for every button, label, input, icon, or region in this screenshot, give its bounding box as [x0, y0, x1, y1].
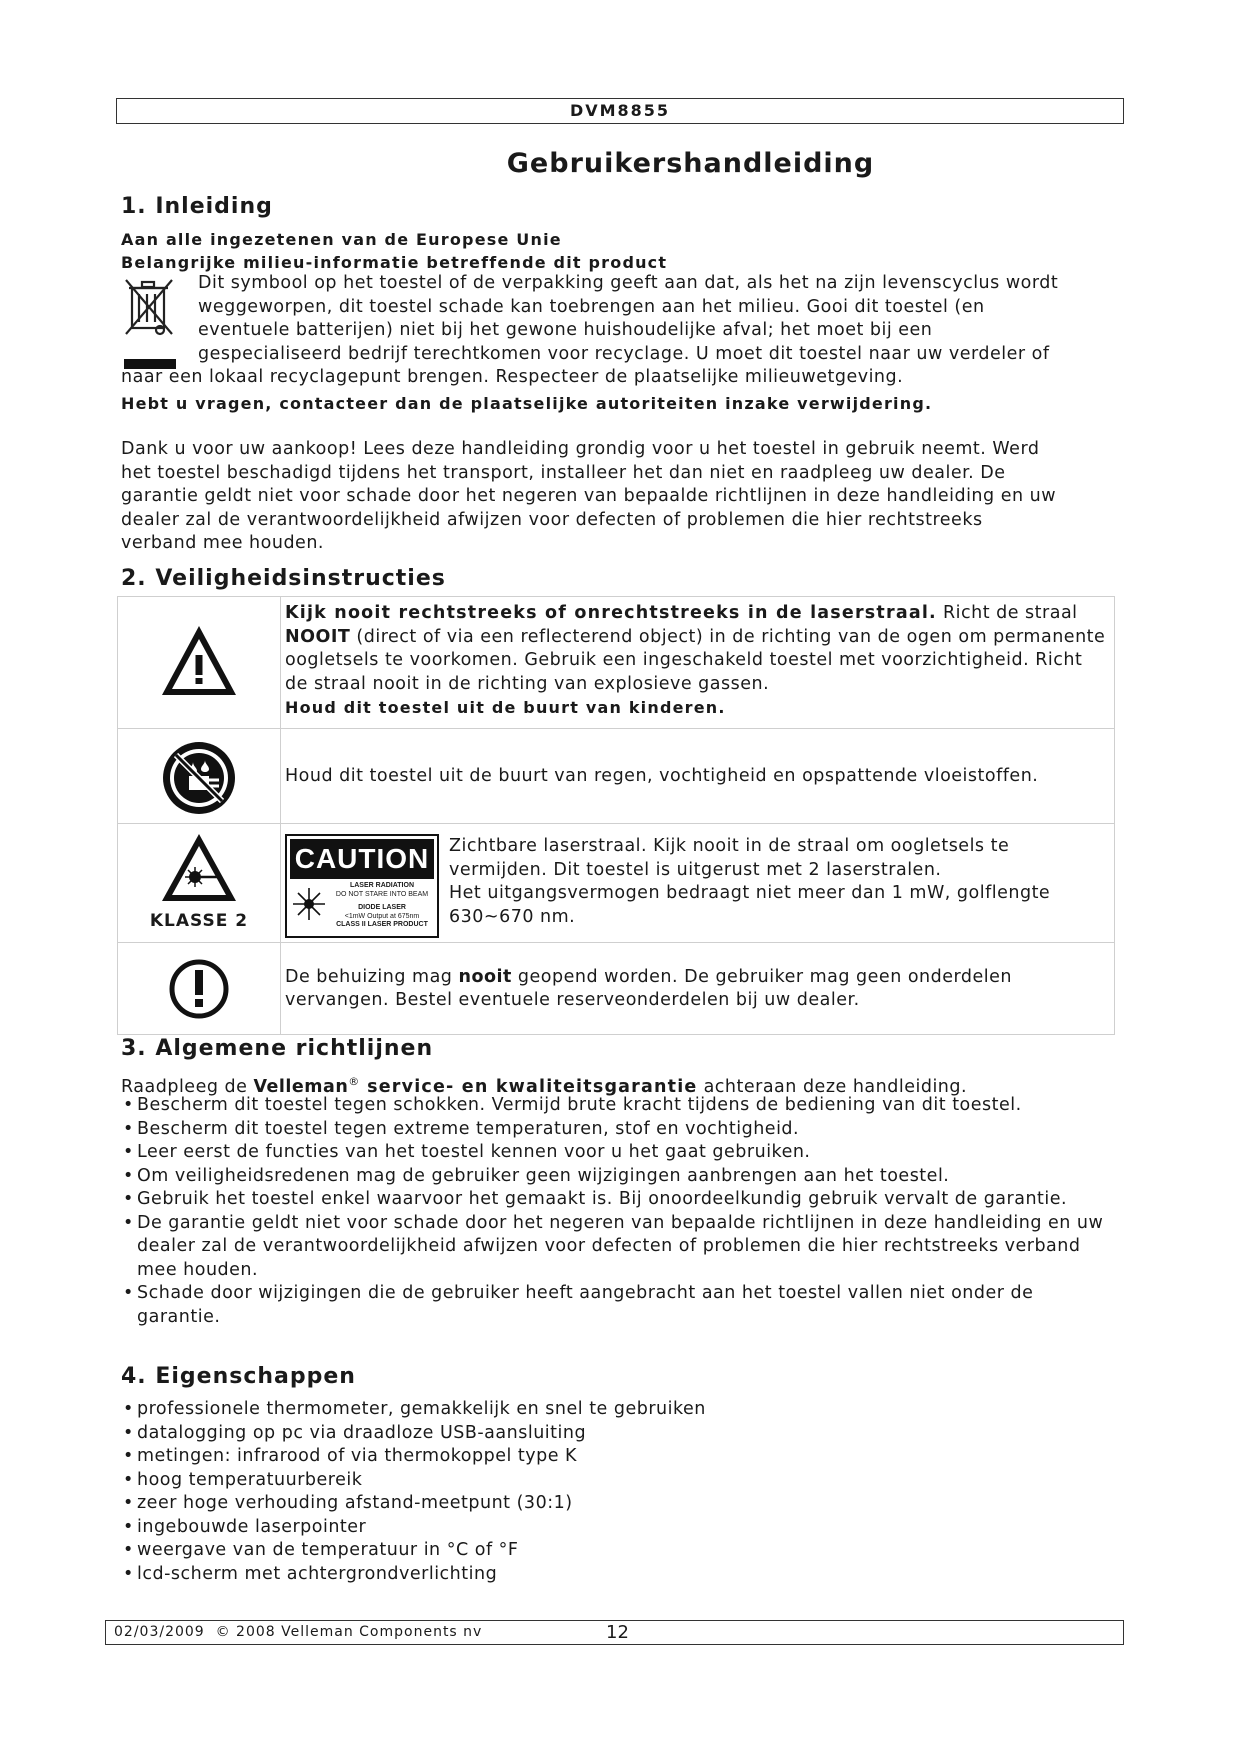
caution-label — [285, 834, 439, 938]
list-item: • weergave van de temperatuur in °C of °F — [121, 1539, 1121, 1563]
weee-line-2: weggeworpen, dit toestel schade kan toebrengen aan het milieu. Gooi dit toestel (en — [198, 296, 985, 317]
intro-brand: Velleman — [253, 1076, 349, 1097]
laser-starburst-icon — [291, 886, 327, 922]
list-item: • professionele thermometer, gemakkelijk en snel te gebruiken — [121, 1398, 1121, 1422]
label-laser-radiation: LASER RADIATION — [349, 882, 415, 889]
features-list — [121, 1398, 1121, 1586]
contact-authorities: Hebt u vragen, contacteer dan de plaatselijke autoriteiten inzake verwijdering. — [121, 394, 933, 413]
weee-line-1: Dit symbool op het toestel of de verpakking geeft aan dat, als het na zijn levenscyclus wordt — [198, 273, 1059, 293]
safety-table — [117, 596, 1115, 1035]
list-item: • zeer hoge verhouding afstand-meetpunt (30:1) — [121, 1492, 1121, 1516]
warning-triangle-icon — [159, 622, 239, 702]
moisture-icon-cell — [118, 729, 281, 824]
intro-a: Raadpleeg de — [121, 1076, 254, 1097]
list-item: • De garantie geldt niet voor schade door het negeren van bepaalde richtlijnen in deze handleiding en uw dealer zal de verantwoordelijkheid afwijzen voor defecten of problemen die hier rechtstreeks verband mee houden. — [121, 1212, 1116, 1283]
weee-text — [198, 272, 1118, 366]
exclamation-circle-icon — [168, 958, 230, 1020]
list-item: • Om veiligheidsredenen mag de gebruiker geen wijzigingen aanbrengen aan het toestel. — [121, 1165, 1116, 1189]
header-model: DVM8855 — [569, 101, 671, 120]
housing-text-b: geopend worden. De gebruiker mag geen onderdelen vervangen. Bestel eventuele reserveonderdelen bij uw dealer. — [285, 966, 1013, 1010]
laser-bold-lead: Kijk nooit rechtstreeks of onrechtstreeks in de laserstraal. — [285, 603, 937, 623]
intro-bold: service- en kwaliteitsgarantie — [359, 1076, 698, 1097]
safety-row-laser — [118, 597, 1115, 729]
no-moisture-icon — [159, 738, 239, 818]
list-item: • ingebouwde laserpointer — [121, 1516, 1121, 1540]
label-diode-laser: DIODE LASER — [358, 904, 406, 911]
list-item: • Bescherm dit toestel tegen extreme temperaturen, stof en vochtigheid. — [121, 1118, 1116, 1142]
laser-hazard-icon — [159, 831, 239, 905]
housing-text-a: De behuizing mag — [285, 966, 459, 987]
safety-row-moisture — [118, 729, 1115, 824]
list-item: • Gebruik het toestel enkel waarvoor het gemaakt is. Bij onoordeelkundig gebruik vervalt de garantie. — [121, 1188, 1116, 1212]
laser-text-a: Richt de straal — [936, 603, 1078, 623]
list-item: • Leer eerst de functies van het toestel kennen voor u het gaat gebruiken. — [121, 1141, 1116, 1165]
footer — [105, 1620, 1124, 1645]
output-power-text: Het uitgangsvermogen bedraagt niet meer dan 1 mW, golflengte 630~670 nm. — [449, 883, 1051, 927]
thanks-line-2: het toestel beschadigd tijdens het transport, installeer het dan niet en raadpleeg uw dealer. De — [121, 462, 1006, 483]
section-2-heading: 2. Veiligheidsinstructies — [121, 566, 446, 591]
label-do-not-stare: DO NOT STARE INTO BEAM — [335, 890, 429, 898]
section-1-heading: 1. Inleiding — [121, 194, 273, 219]
thanks-line-5: verband mee houden. — [121, 533, 324, 553]
label-class-product: CLASS II LASER PRODUCT — [336, 921, 428, 928]
thanks-line-1: Dank u voor uw aankoop! Lees deze handleiding grondig voor u het toestel in gebruik neemt. Werd — [121, 439, 1040, 459]
keep-from-children: Houd dit toestel uit de buurt van kinderen. — [285, 698, 726, 717]
laser-text-b: (direct of via een reflecterend object) in de richting van de ogen om permanente oogletsels te voorkomen. Gebruik een ingeschakeld toestel met voorzichtigheid. Richt de straal nooit in de richting van explosieve gassen. — [285, 626, 1106, 694]
safety-row-class2 — [118, 824, 1115, 943]
section-3-heading: 3. Algemene richtlijnen — [121, 1036, 434, 1061]
weee-line-4: gespecialiseerd bedrijf terechtkomen voor recyclage. U moet dit toestel naar uw verdeler of — [198, 343, 1050, 364]
class2-content-cell — [281, 824, 1115, 943]
intro-registered: ® — [348, 1075, 360, 1088]
environment-info-subtitle: Belangrijke milieu-informatie betreffende dit product — [121, 253, 668, 272]
intro-b: achteraan deze handleiding. — [697, 1076, 968, 1097]
weee-bin-icon — [118, 274, 180, 372]
housing-text — [281, 943, 1115, 1035]
thanks-line-4: dealer zal de verantwoordelijkheid afwijzen voor defecten of problemen die hier rechtstreeks — [121, 509, 983, 530]
housing-nooit: nooit — [458, 966, 512, 987]
weee-last-line: naar een lokaal recyclagepunt brengen. Respecteer de plaatselijke milieuwetgeving. — [121, 367, 904, 387]
guidelines-list — [121, 1094, 1116, 1329]
laser-class-cell — [118, 824, 281, 943]
section-4-heading: 4. Eigenschappen — [121, 1364, 356, 1389]
laser-warning-text — [281, 597, 1115, 729]
caution-banner: CAUTION — [290, 839, 434, 879]
list-item: • metingen: infrarood of via thermokoppel type K — [121, 1445, 1121, 1469]
weee-line-3: eventuele batterijen) niet bij het gewone huishoudelijke afval; het moet bij een — [198, 320, 933, 340]
page-number: 12 — [606, 1622, 629, 1643]
eu-residents-subtitle: Aan alle ingezetenen van de Europese Unie — [121, 230, 562, 249]
moisture-text: Houd dit toestel uit de buurt van regen, vochtigheid en opspattende vloeistoffen. — [281, 729, 1115, 824]
list-item: • datalogging op pc via draadloze USB-aansluiting — [121, 1422, 1121, 1446]
klasse-label: KLASSE 2 — [149, 911, 249, 931]
label-output: <1mW Output at 675nm — [344, 912, 420, 920]
list-item: • Schade door wijzigingen die de gebruiker heeft aangebracht aan het toestel vallen niet onder de garantie. — [121, 1282, 1116, 1329]
caution-icon-cell — [118, 943, 281, 1035]
header-model-box — [116, 98, 1124, 124]
thanks-line-3: garantie geldt niet voor schade door het negeren van bepaalde richtlijnen in deze handleiding en uw — [121, 486, 1057, 506]
class2-text — [449, 835, 1110, 938]
safety-row-housing — [118, 943, 1115, 1035]
warning-cell — [118, 597, 281, 729]
visible-laser-text: Zichtbare laserstraal. Kijk nooit in de straal om oogletsels te vermijden. Dit toestel is uitgerust met 2 laserstralen. — [449, 836, 1010, 880]
list-item: • lcd-scherm met achtergrondverlichting — [121, 1563, 1121, 1587]
thanks-paragraph — [121, 438, 1121, 556]
list-item: • hoog temperatuurbereik — [121, 1469, 1121, 1493]
page-title: Gebruikershandleiding — [506, 148, 875, 179]
footer-date: 02/03/2009 © 2008 Velleman Components nv — [114, 1624, 483, 1640]
list-item: • Bescherm dit toestel tegen schokken. Vermijd brute kracht tijdens de bediening van dit toestel. — [121, 1094, 1116, 1118]
laser-nooit: NOOIT — [285, 626, 351, 647]
